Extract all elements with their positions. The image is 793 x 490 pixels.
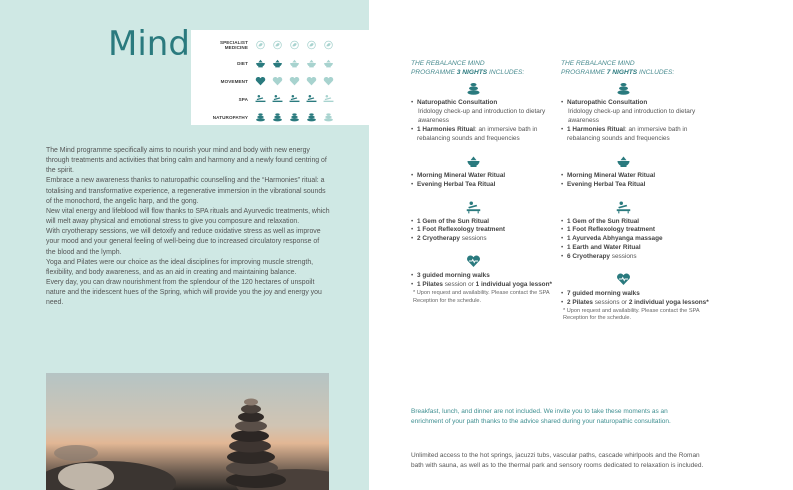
stones-icon bbox=[322, 112, 335, 123]
legend-row bbox=[197, 72, 363, 90]
bowl-icon bbox=[411, 154, 536, 170]
access-note: Unlimited access to the hot springs, jacuzzi tubs, vascular paths, cascade whirlpools and the Roman bath with sauna, as well as to the thermal park and sensory rooms dedicated to relaxation is included. bbox=[411, 452, 704, 469]
legend-row bbox=[197, 36, 363, 54]
item-title: 2 Cryotherapy bbox=[417, 235, 460, 243]
paragraph: Yoga and Pilates were our choice as the ideal disciplines for improving muscle strength, flexibility, and body awareness, and as an aid in creating and maintaining balance. bbox=[46, 258, 314, 276]
list-item bbox=[411, 235, 571, 244]
massage-icon bbox=[254, 94, 267, 105]
item-detail: Iridology check-up and introduction to dietary awareness bbox=[568, 108, 696, 124]
item-title: Naturopathic Consultation bbox=[417, 99, 498, 107]
legend-icons bbox=[254, 40, 335, 51]
list-item bbox=[411, 126, 571, 144]
legend-icons bbox=[254, 58, 335, 69]
item-detail: sessions or bbox=[592, 298, 629, 306]
legend-label: SPA bbox=[238, 96, 248, 102]
heading-line bbox=[411, 69, 571, 78]
paragraph: New vital energy and lifeblood will flow thanks to SPA rituals and Ayurvedic treatments, which will melt away physical and emotional stress to give you composure and relaxation. bbox=[46, 207, 330, 226]
massage-icon bbox=[322, 94, 335, 105]
paragraph: Every day, you can draw nourishment from the splendour of the 120 hectares of unspoilt nature and the iridescent hues of the Spring, which will provide you the joy and energy you need. bbox=[46, 279, 322, 307]
leaf-icon bbox=[271, 40, 284, 51]
heart-icon bbox=[254, 76, 267, 87]
list-item bbox=[561, 290, 721, 299]
list-item bbox=[561, 172, 721, 181]
list-item bbox=[411, 181, 571, 190]
list-item bbox=[411, 281, 571, 290]
footnote: * Upon request and availability. Please contact the SPA Reception for the schedule. bbox=[413, 290, 550, 304]
item-title: 7 guided morning walks bbox=[567, 290, 640, 298]
nights-count: 3 NIGHTS bbox=[456, 68, 488, 76]
list-item bbox=[411, 272, 571, 281]
stones-icon bbox=[305, 112, 318, 123]
item-title: 1 Earth and Water Ritual bbox=[567, 244, 641, 252]
item-title: Naturopathic Consultation bbox=[567, 99, 648, 107]
item-detail: session or bbox=[442, 281, 476, 289]
massage-icon bbox=[411, 200, 536, 216]
column-heading bbox=[411, 60, 571, 77]
heading-part: PROGRAMME bbox=[411, 68, 457, 76]
nights-count: 7 NIGHTS bbox=[606, 68, 638, 76]
list-item bbox=[411, 218, 571, 227]
heart-icon bbox=[271, 76, 284, 87]
paragraph: With cryotherapy sessions, we will detoxify and reduce oxidative stress as well as improve your mood and your general feeling of well-being due to increased circulatory response of the blood and the lymph. bbox=[46, 228, 321, 256]
massage-icon bbox=[305, 94, 318, 105]
meals-note: Breakfast, lunch, and dinner are not included. We invite you to take these moments as an enrichment of your path thanks to the advice shared during your naturopathic consultation. bbox=[411, 408, 671, 425]
item-title: 6 Cryotherapy bbox=[567, 253, 610, 261]
list-item bbox=[561, 299, 721, 308]
leaf-icon bbox=[288, 40, 301, 51]
item-title: 2 individual yoga lessons* bbox=[628, 298, 709, 306]
massage-icon bbox=[288, 94, 301, 105]
bowl-icon bbox=[322, 58, 335, 69]
heading-line: THE REBALANCE MIND bbox=[411, 60, 485, 67]
stones-icon bbox=[288, 112, 301, 123]
list-item bbox=[561, 244, 721, 253]
heading-part: INCLUDES: bbox=[487, 68, 525, 76]
item-title: 2 Pilates bbox=[567, 298, 593, 306]
list-item bbox=[411, 172, 571, 181]
item-detail: Iridology check-up and introduction to dietary awareness bbox=[418, 108, 546, 124]
item-title: Morning Mineral Water Ritual bbox=[417, 171, 506, 179]
leaf-icon bbox=[322, 40, 335, 51]
item-detail: : an immersive bath in rebalancing sounds and frequencies bbox=[567, 125, 688, 142]
legend-label: SPECIALIST MEDICINE bbox=[219, 40, 248, 50]
bowl-icon bbox=[254, 58, 267, 69]
heading-part: PROGRAMME bbox=[561, 68, 607, 76]
heading-part: INCLUDES: bbox=[637, 68, 675, 76]
massage-icon bbox=[561, 200, 686, 216]
item-title: 1 Ayurveda Abhyanga massage bbox=[567, 235, 663, 243]
item-title: 1 Foot Reflexology treatment bbox=[567, 226, 656, 234]
stones-icon bbox=[561, 81, 686, 97]
heart-icon bbox=[411, 254, 536, 270]
legend-icons bbox=[254, 112, 335, 123]
heart-icon bbox=[322, 76, 335, 87]
stones-icon bbox=[254, 112, 267, 123]
item-detail: : an immersive bath in rebalancing sounds and frequencies bbox=[417, 125, 538, 142]
list-item bbox=[561, 218, 721, 227]
item-title: 1 individual yoga lesson* bbox=[475, 281, 552, 289]
list-item bbox=[561, 253, 721, 262]
list-item bbox=[561, 99, 721, 108]
legend-icons bbox=[254, 76, 335, 87]
heading-line bbox=[561, 69, 721, 78]
heart-icon bbox=[561, 272, 686, 288]
list-item bbox=[561, 226, 721, 235]
bowl-icon bbox=[561, 154, 686, 170]
item-title: 1 Foot Reflexology treatment bbox=[417, 226, 506, 234]
bowl-icon bbox=[271, 58, 284, 69]
item-title: Evening Herbal Tea Ritual bbox=[417, 180, 496, 188]
legend-icons bbox=[254, 94, 335, 105]
item-title: 1 Gem of the Sun Ritual bbox=[417, 217, 490, 225]
item-detail: sessions bbox=[459, 235, 487, 243]
column-heading bbox=[561, 60, 721, 77]
legend-label: DIET bbox=[237, 60, 248, 66]
programme-description bbox=[46, 146, 330, 309]
intensity-legend bbox=[191, 30, 369, 125]
list-item bbox=[561, 235, 721, 244]
programme-7-nights bbox=[561, 60, 721, 323]
list-item bbox=[561, 181, 721, 190]
item-title: 1 Harmonies Ritual bbox=[567, 125, 625, 133]
item-title: 1 Gem of the Sun Ritual bbox=[567, 217, 640, 225]
list-item bbox=[411, 99, 571, 108]
item-title: Evening Herbal Tea Ritual bbox=[567, 180, 646, 188]
leaf-icon bbox=[254, 40, 267, 51]
legend-row bbox=[197, 108, 363, 126]
stacked-stones-photo bbox=[46, 373, 329, 490]
legend-row bbox=[197, 90, 363, 108]
paragraph: The Mind programme specifically aims to nourish your mind and body with new energy through treatments and activities that bring calm and harmony and a newly found centring of the spirit. bbox=[46, 147, 327, 175]
legend-row bbox=[197, 54, 363, 72]
list-item bbox=[411, 226, 571, 235]
page-title: Mind bbox=[108, 24, 190, 64]
leaf-icon bbox=[305, 40, 318, 51]
heart-icon bbox=[305, 76, 318, 87]
bowl-icon bbox=[288, 58, 301, 69]
list-item bbox=[561, 126, 721, 144]
item-detail: sessions bbox=[609, 253, 637, 261]
item-title: 1 Pilates bbox=[417, 281, 443, 289]
heading-line: THE REBALANCE MIND bbox=[561, 60, 635, 67]
item-title: 3 guided morning walks bbox=[417, 272, 490, 280]
item-title: Morning Mineral Water Ritual bbox=[567, 171, 656, 179]
footnote: * Upon request and availability. Please contact the SPA Reception for the schedule. bbox=[563, 307, 700, 322]
heart-icon bbox=[288, 76, 301, 87]
bowl-icon bbox=[305, 58, 318, 69]
item-title: 1 Harmonies Ritual bbox=[417, 125, 475, 133]
stones-icon bbox=[271, 112, 284, 123]
massage-icon bbox=[271, 94, 284, 105]
programme-3-nights bbox=[411, 60, 571, 305]
stones-icon bbox=[411, 81, 536, 97]
legend-label: MOVEMENT bbox=[220, 78, 248, 84]
legend-label: NATUROPATHY bbox=[212, 114, 248, 120]
paragraph: Embrace a new awareness thanks to naturopathic counselling and the “Harmonies” ritual: a totalising and transformative experience, a regenerative immersion in the vibrational sounds of the monochord, the angelic harp, and the gong. bbox=[46, 177, 326, 205]
